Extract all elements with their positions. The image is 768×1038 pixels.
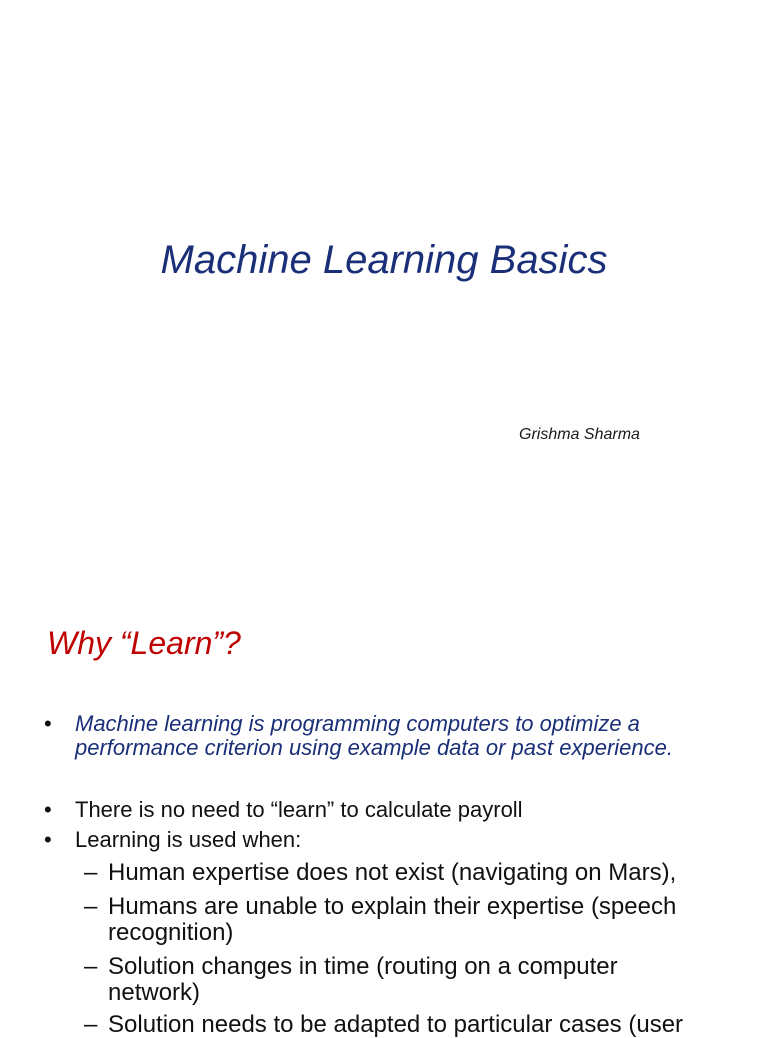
sub-bullet-text: Solution needs to be adapted to particular cases (user xyxy=(108,1011,684,1038)
bullet-text xyxy=(75,712,735,760)
sub-bullet-line: recognition) xyxy=(108,919,234,946)
slide-title: Machine Learning Basics xyxy=(160,238,608,282)
bullet-marker: • xyxy=(44,827,52,852)
author-name: Grishma Sharma xyxy=(519,426,640,443)
bullet-marker: • xyxy=(44,711,52,736)
bullet-line: Machine learning is programming computers to optimize a xyxy=(75,711,640,736)
sub-bullet-marker: – xyxy=(84,893,98,920)
sub-bullet-marker: – xyxy=(84,1011,98,1038)
bullet-text: There is no need to “learn” to calculate payroll xyxy=(75,797,523,822)
bullet-text: Learning is used when: xyxy=(75,827,302,852)
sub-bullet-line: network) xyxy=(108,979,201,1006)
sub-bullet-text xyxy=(108,954,728,1006)
sub-bullet-marker: – xyxy=(84,953,98,980)
sub-bullet-marker: – xyxy=(84,859,98,886)
bullet-line: performance criterion using example data or past experience. xyxy=(75,735,673,760)
bullet-marker: • xyxy=(44,797,52,822)
slide-heading: Why “Learn”? xyxy=(47,625,241,661)
content-slide xyxy=(0,576,768,1038)
sub-bullet-text xyxy=(108,894,728,946)
sub-bullet-line: Humans are unable to explain their expertise (speech xyxy=(108,893,677,920)
sub-bullet-text: Human expertise does not exist (navigating on Mars), xyxy=(108,859,677,886)
sub-bullet-line: Solution changes in time (routing on a computer xyxy=(108,953,618,980)
